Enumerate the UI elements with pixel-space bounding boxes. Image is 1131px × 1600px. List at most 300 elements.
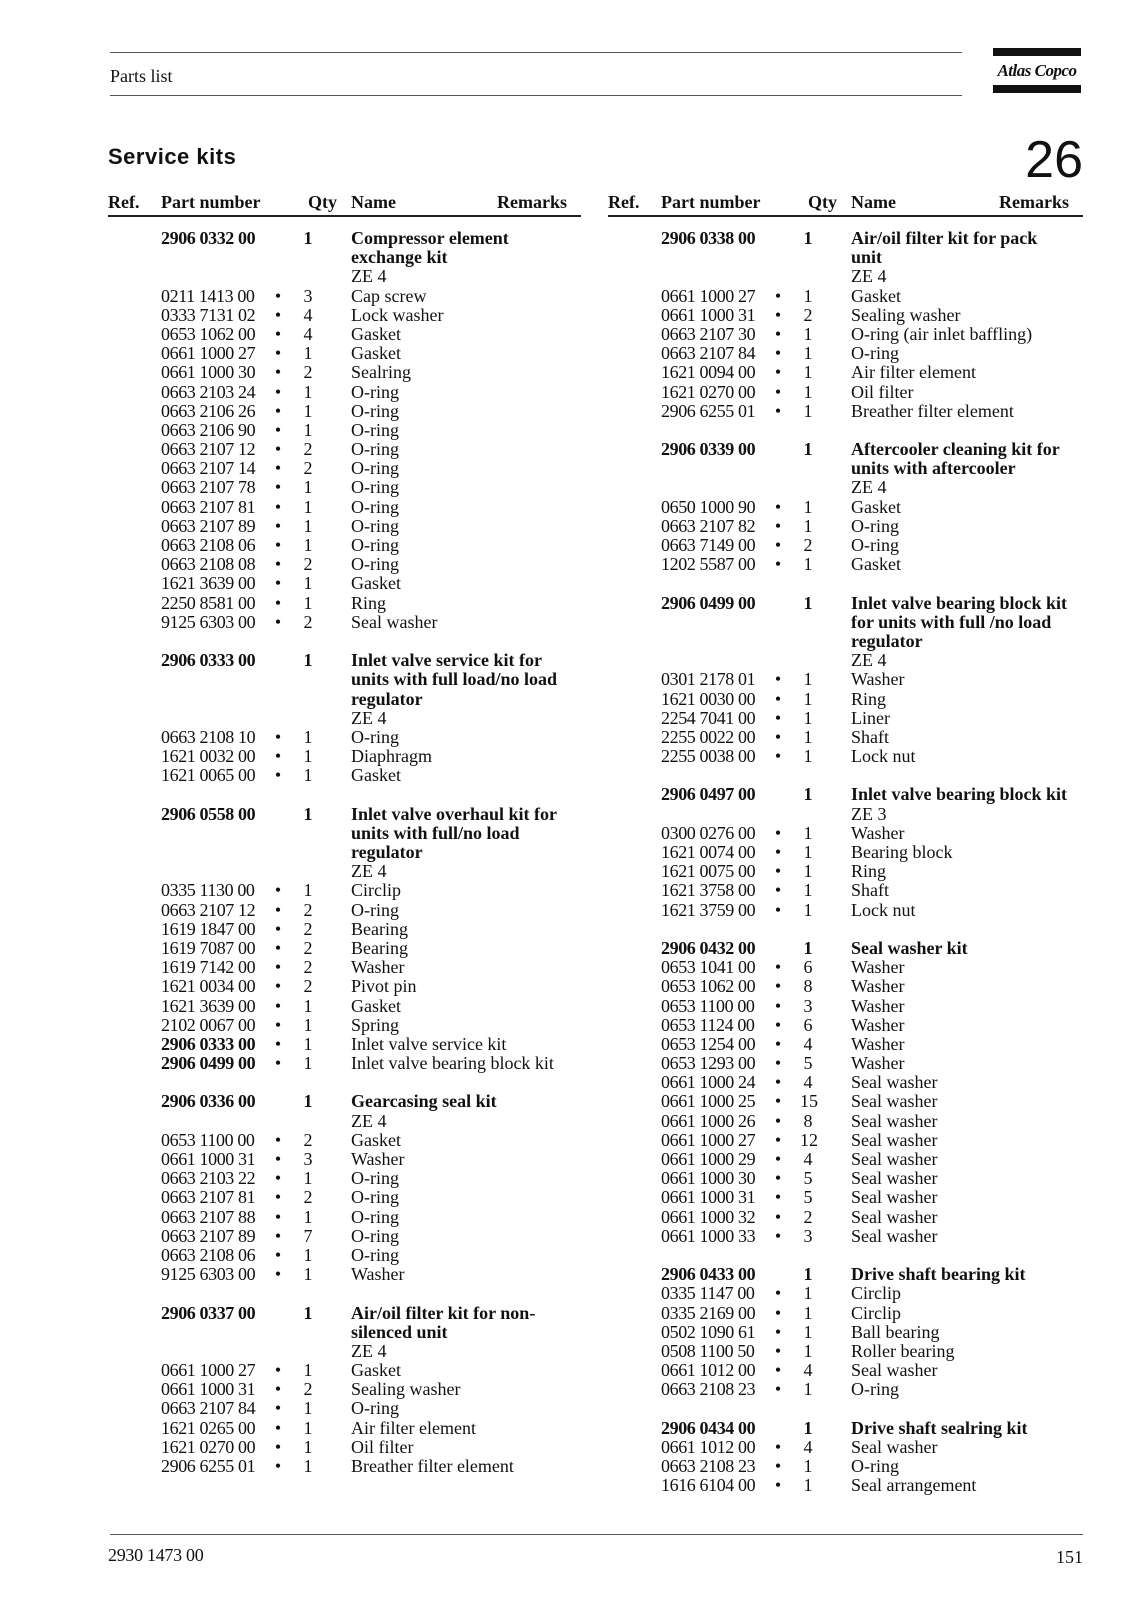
logo-top-bar: [993, 48, 1081, 56]
part-row: [108, 747, 581, 766]
part-name: Washer: [351, 957, 405, 978]
part-number: 0663 7149 00: [661, 535, 756, 555]
kit-description-row: [608, 632, 1083, 651]
bullet-icon: •: [774, 1360, 782, 1381]
part-number: 0653 1100 00: [661, 995, 755, 1016]
bullet-icon: •: [274, 343, 282, 364]
bullet-icon: •: [774, 1091, 782, 1112]
part-number: 0661 1000 25: [661, 1091, 756, 1112]
model-label: ZE 4: [351, 266, 387, 287]
part-name: Sealing washer: [351, 1379, 461, 1400]
quantity: 1: [803, 362, 813, 383]
part-row: [608, 363, 1083, 382]
quantity: 2: [303, 1187, 313, 1208]
bullet-icon: •: [274, 1129, 282, 1150]
quantity: 1: [303, 1302, 313, 1323]
part-name: O-ring: [351, 535, 399, 555]
kit-name: Drive shaft bearing kit: [851, 1264, 1026, 1285]
footer-rule: [110, 1534, 1083, 1535]
part-number: 2906 0338 00: [661, 228, 756, 248]
quantity: 1: [303, 1014, 313, 1035]
part-name: Shaft: [851, 880, 889, 901]
part-name: Seal washer: [851, 1436, 938, 1457]
quantity: 1: [803, 1264, 813, 1285]
part-row: [108, 728, 581, 747]
quantity: 1: [803, 1456, 813, 1476]
part-number: 2906 0339 00: [661, 439, 756, 460]
bullet-icon: •: [774, 1436, 782, 1457]
part-name: Sealing washer: [851, 304, 961, 325]
bullet-icon: •: [774, 976, 782, 997]
bullet-icon: •: [274, 285, 282, 306]
part-number: 0663 2107 84: [161, 1398, 256, 1419]
quantity: 2: [303, 439, 313, 460]
part-number: 0661 1000 27: [661, 1129, 756, 1150]
bullet-icon: •: [274, 573, 282, 594]
kit-name: Gearcasing seal kit: [351, 1091, 497, 1112]
spacer-row: [108, 632, 581, 651]
part-number: 1621 3639 00: [161, 573, 256, 594]
quantity: 2: [303, 899, 313, 920]
spacer-row: [608, 766, 1083, 785]
part-number: 0653 1100 00: [161, 1129, 255, 1150]
model-label: ZE 4: [851, 477, 887, 498]
part-number: 0663 2107 89: [161, 515, 256, 536]
bullet-icon: •: [274, 381, 282, 402]
model-label: ZE 3: [851, 803, 887, 824]
part-name: Washer: [351, 1149, 405, 1169]
kit-header-row: [108, 805, 581, 824]
part-number: 2906 0432 00: [661, 937, 756, 958]
part-number: 0653 1041 00: [661, 957, 756, 978]
part-number: 0335 2169 00: [661, 1302, 756, 1323]
part-row: [608, 958, 1083, 977]
part-number: 0653 1062 00: [661, 976, 756, 997]
bullet-icon: •: [774, 1187, 782, 1208]
bullet-icon: •: [774, 1014, 782, 1035]
part-row: [608, 1054, 1083, 1073]
kit-header-row: [608, 1265, 1083, 1284]
bullet-icon: •: [274, 477, 282, 498]
part-name: Cap screw: [351, 285, 427, 306]
quantity: 1: [303, 592, 313, 613]
quantity: 1: [803, 1302, 813, 1323]
bullet-icon: •: [774, 707, 782, 728]
column-header: [108, 191, 581, 217]
part-name: Seal washer: [851, 1091, 938, 1112]
bullet-icon: •: [274, 1244, 282, 1265]
kit-header-row: [108, 1092, 581, 1111]
part-row: [608, 1035, 1083, 1054]
column-header-name: Name: [851, 192, 896, 212]
kit-name: Compressor element: [351, 228, 509, 248]
kit-name: exchange kit: [351, 247, 448, 268]
kit-name: Inlet valve service kit for: [351, 650, 542, 671]
part-number: 1621 0094 00: [661, 362, 756, 383]
bullet-icon: •: [274, 1398, 282, 1419]
quantity: 4: [803, 1436, 813, 1457]
part-row: [108, 1208, 581, 1227]
part-number: 0661 1000 29: [661, 1149, 756, 1169]
part-row: [108, 997, 581, 1016]
part-name: Circlip: [851, 1283, 901, 1304]
quantity: 2: [303, 554, 313, 575]
part-number: 0661 1000 33: [661, 1225, 756, 1246]
part-name: O-ring: [851, 535, 899, 555]
part-row: [608, 287, 1083, 306]
part-name: O-ring: [351, 1244, 399, 1265]
kit-name: for units with full /no load: [851, 611, 1052, 632]
kit-header-row: [608, 229, 1083, 248]
part-name: O-ring: [351, 496, 399, 517]
part-number: 0650 1000 90: [661, 496, 756, 517]
part-name: Seal washer: [851, 1072, 938, 1093]
header-bottom-rule: [110, 95, 962, 96]
part-number: 0663 2108 06: [161, 1244, 256, 1265]
spacer-row: [608, 920, 1083, 939]
part-number: 2906 0499 00: [661, 592, 756, 613]
part-row: [608, 344, 1083, 363]
part-number: 0333 7131 02: [161, 304, 256, 325]
part-number: 2906 0333 00: [161, 1033, 256, 1054]
part-number: 0663 2107 14: [161, 458, 256, 479]
quantity: 1: [803, 1283, 813, 1304]
part-name: Lock nut: [851, 746, 916, 767]
parts-column-right: [608, 191, 1083, 1495]
bullet-icon: •: [274, 957, 282, 978]
kit-name: silenced unit: [351, 1321, 448, 1342]
part-number: 0661 1000 26: [661, 1110, 756, 1131]
quantity: 1: [303, 1456, 313, 1476]
part-row: [108, 1380, 581, 1399]
part-number: 2906 6255 01: [161, 1456, 256, 1476]
quantity: 1: [803, 822, 813, 843]
bullet-icon: •: [774, 822, 782, 843]
part-number: 0661 1000 30: [161, 362, 256, 383]
column-header-name: Name: [351, 192, 396, 212]
bullet-icon: •: [274, 1206, 282, 1227]
quantity: 1: [803, 1475, 813, 1496]
part-name: O-ring: [351, 1187, 399, 1208]
logo-bottom-bar: [993, 85, 1081, 93]
part-number: 2906 0336 00: [161, 1091, 256, 1112]
part-row: [108, 287, 581, 306]
part-row: [608, 1169, 1083, 1188]
kit-name: Seal washer kit: [851, 937, 968, 958]
part-row: [108, 613, 581, 632]
part-number: 2102 0067 00: [161, 1014, 256, 1035]
part-row: [608, 1284, 1083, 1303]
kit-description-row: [108, 690, 581, 709]
quantity: 1: [803, 880, 813, 901]
kit-description-row: [108, 1112, 581, 1131]
part-number: 2906 0332 00: [161, 228, 256, 248]
bullet-icon: •: [274, 1033, 282, 1054]
part-name: O-ring: [351, 381, 399, 402]
kit-name: Air/oil filter kit for non-: [351, 1302, 536, 1323]
quantity: 1: [303, 746, 313, 767]
part-row: [108, 1265, 581, 1284]
quantity: 1: [803, 381, 813, 402]
quantity: 1: [303, 496, 313, 517]
quantity: 4: [303, 304, 313, 325]
part-row: [608, 824, 1083, 843]
column-header-ref: Ref.: [108, 192, 140, 212]
part-name: O-ring: [351, 554, 399, 575]
quantity: 2: [303, 1129, 313, 1150]
part-name: Gasket: [351, 343, 401, 364]
part-number: 0661 1000 27: [161, 1360, 256, 1381]
kit-description-row: [108, 824, 581, 843]
part-row: [608, 1131, 1083, 1150]
quantity: 2: [303, 976, 313, 997]
part-number: 1619 1847 00: [161, 918, 256, 939]
part-name: O-ring: [351, 439, 399, 460]
part-number: 0661 1012 00: [661, 1436, 756, 1457]
quantity: 7: [303, 1225, 313, 1246]
part-number: 1621 3759 00: [661, 899, 756, 920]
kit-name: Drive shaft sealring kit: [851, 1417, 1028, 1438]
bullet-icon: •: [274, 304, 282, 325]
bullet-icon: •: [274, 419, 282, 440]
part-number: 2906 0333 00: [161, 650, 256, 671]
kit-name: Inlet valve bearing block kit: [851, 784, 1068, 805]
part-name: O-ring: [351, 458, 399, 479]
part-row: [108, 1016, 581, 1035]
quantity: 2: [303, 918, 313, 939]
part-name: O-ring: [851, 1456, 899, 1476]
spacer-row: [608, 574, 1083, 593]
part-row: [108, 306, 581, 325]
part-number: 0663 2107 82: [661, 515, 756, 536]
part-row: [108, 1438, 581, 1457]
part-row: [608, 997, 1083, 1016]
part-number: 1621 0065 00: [161, 765, 256, 786]
kit-description-row: [608, 248, 1083, 267]
bullet-icon: •: [274, 1379, 282, 1400]
part-number: 2254 7041 00: [661, 707, 756, 728]
bullet-icon: •: [274, 746, 282, 767]
section-number: 26: [1025, 131, 1083, 189]
part-name: Gasket: [351, 765, 401, 786]
part-number: 0663 2106 90: [161, 419, 256, 440]
part-row: [108, 1035, 581, 1054]
part-number: 2255 0022 00: [661, 726, 756, 747]
part-name: Circlip: [351, 880, 401, 901]
quantity: 1: [303, 726, 313, 747]
part-name: Seal washer: [851, 1168, 938, 1189]
quantity: 1: [803, 343, 813, 364]
quantity: 1: [803, 669, 813, 690]
part-row: [608, 901, 1083, 920]
bullet-icon: •: [774, 1110, 782, 1131]
part-number: 1619 7087 00: [161, 937, 256, 958]
part-name: Gasket: [851, 285, 901, 306]
quantity: 6: [803, 957, 813, 978]
quantity: 2: [303, 611, 313, 632]
bullet-icon: •: [774, 1321, 782, 1342]
part-row: [108, 459, 581, 478]
part-name: O-ring: [351, 419, 399, 440]
part-number: 2906 0558 00: [161, 803, 256, 824]
quantity: 1: [803, 400, 813, 421]
part-number: 0663 2103 22: [161, 1168, 256, 1189]
bullet-icon: •: [774, 400, 782, 421]
quantity: 1: [803, 861, 813, 882]
quantity: 1: [303, 1168, 313, 1189]
part-row: [608, 1112, 1083, 1131]
column-header-qty: Qty: [308, 192, 337, 212]
kit-description-row: [108, 670, 581, 689]
logo-wordmark: Atlas Copco: [997, 61, 1077, 80]
part-row: [608, 1227, 1083, 1246]
quantity: 2: [303, 362, 313, 383]
part-name: Diaphragm: [351, 746, 432, 767]
kit-description-row: [608, 267, 1083, 286]
quantity: 1: [803, 228, 813, 248]
kit-description-row: [608, 459, 1083, 478]
bullet-icon: •: [274, 1168, 282, 1189]
part-row: [608, 747, 1083, 766]
kit-header-row: [608, 440, 1083, 459]
part-name: Liner: [851, 707, 890, 728]
part-row: [608, 1457, 1083, 1476]
part-name: Bearing block: [851, 842, 953, 862]
quantity: 1: [803, 746, 813, 767]
quantity: 3: [803, 995, 813, 1016]
bullet-icon: •: [274, 515, 282, 536]
quantity: 1: [303, 1436, 313, 1457]
part-name: Lock washer: [351, 304, 444, 325]
kit-name: Air/oil filter kit for pack: [851, 228, 1038, 248]
quantity: 1: [803, 285, 813, 306]
quantity: 1: [303, 400, 313, 421]
part-number: 0661 1000 24: [661, 1072, 756, 1093]
kit-name: regulator: [351, 688, 423, 709]
quantity: 1: [803, 937, 813, 958]
quantity: 1: [303, 535, 313, 555]
kit-header-row: [108, 1304, 581, 1323]
part-row: [108, 402, 581, 421]
part-number: 0663 2107 84: [661, 343, 756, 364]
quantity: 1: [303, 765, 313, 786]
part-name: Gasket: [851, 554, 901, 575]
quantity: 2: [303, 458, 313, 479]
bullet-icon: •: [274, 400, 282, 421]
quantity: 1: [303, 1398, 313, 1419]
part-name: Washer: [851, 1053, 905, 1074]
model-label: ZE 4: [351, 1110, 387, 1131]
part-row: [608, 843, 1083, 862]
kit-name: regulator: [351, 842, 423, 862]
part-number: 1621 0074 00: [661, 842, 756, 862]
part-row: [608, 1092, 1083, 1111]
part-row: [608, 670, 1083, 689]
part-name: O-ring: [351, 400, 399, 421]
kit-name: Aftercooler cleaning kit for: [851, 439, 1060, 460]
part-name: Gasket: [351, 323, 401, 344]
header-top-rule: [110, 52, 962, 53]
spacer-row: [108, 1284, 581, 1303]
kit-header-row: [608, 939, 1083, 958]
part-row: [108, 1227, 581, 1246]
bullet-icon: •: [774, 1033, 782, 1054]
part-number: 1621 0030 00: [661, 688, 756, 709]
bullet-icon: •: [774, 554, 782, 575]
quantity: 2: [803, 304, 813, 325]
part-row: [608, 1150, 1083, 1169]
spacer-row: [108, 1073, 581, 1092]
quantity: 1: [303, 343, 313, 364]
part-name: O-ring: [351, 477, 399, 498]
part-row: [108, 939, 581, 958]
quantity: 1: [303, 1033, 313, 1054]
part-name: Seal arrangement: [851, 1475, 977, 1496]
footer-page-number: 151: [1056, 1547, 1083, 1567]
spacer-row: [608, 1399, 1083, 1418]
kit-description-row: [108, 248, 581, 267]
quantity: 4: [803, 1149, 813, 1169]
model-label: ZE 4: [351, 1340, 387, 1361]
part-row: [108, 766, 581, 785]
quantity: 1: [803, 784, 813, 805]
quantity: 1: [803, 515, 813, 536]
quantity: 3: [303, 285, 313, 306]
part-number: 0653 1062 00: [161, 323, 256, 344]
part-number: 9125 6303 00: [161, 1264, 256, 1285]
kit-name: Inlet valve overhaul kit for: [351, 803, 557, 824]
part-number: 0653 1293 00: [661, 1053, 756, 1074]
bullet-icon: •: [774, 1149, 782, 1169]
part-number: 2906 0433 00: [661, 1264, 756, 1285]
part-number: 1621 0265 00: [161, 1417, 256, 1438]
quantity: 1: [803, 496, 813, 517]
bullet-icon: •: [774, 1072, 782, 1093]
bullet-icon: •: [774, 861, 782, 882]
part-number: 0661 1000 27: [661, 285, 756, 306]
part-number: 1619 7142 00: [161, 957, 256, 978]
part-name: O-ring: [851, 343, 899, 364]
part-name: Washer: [851, 1014, 905, 1035]
quantity: 1: [803, 842, 813, 862]
quantity: 2: [803, 1206, 813, 1227]
bullet-icon: •: [274, 362, 282, 383]
part-name: Seal washer: [851, 1360, 938, 1381]
part-row: [608, 1476, 1083, 1495]
part-number: 2906 6255 01: [661, 400, 756, 421]
part-name: Gasket: [351, 573, 401, 594]
bullet-icon: •: [274, 592, 282, 613]
part-name: Air filter element: [351, 1417, 476, 1438]
part-number: 0661 1000 30: [661, 1168, 756, 1189]
part-number: 2906 0337 00: [161, 1302, 256, 1323]
part-name: Oil filter: [851, 381, 914, 402]
part-row: [608, 536, 1083, 555]
part-name: Breather filter element: [851, 400, 1014, 421]
column-header-part-number: Part number: [661, 192, 761, 212]
bullet-icon: •: [774, 1168, 782, 1189]
part-number: 0663 2107 12: [161, 439, 256, 460]
part-row: [108, 1188, 581, 1207]
model-label: ZE 4: [351, 707, 387, 728]
quantity: 5: [803, 1168, 813, 1189]
part-row: [108, 901, 581, 920]
part-name: O-ring: [851, 515, 899, 536]
part-row: [108, 1419, 581, 1438]
quantity: 6: [803, 1014, 813, 1035]
part-name: O-ring: [351, 1206, 399, 1227]
part-name: Gasket: [351, 1129, 401, 1150]
